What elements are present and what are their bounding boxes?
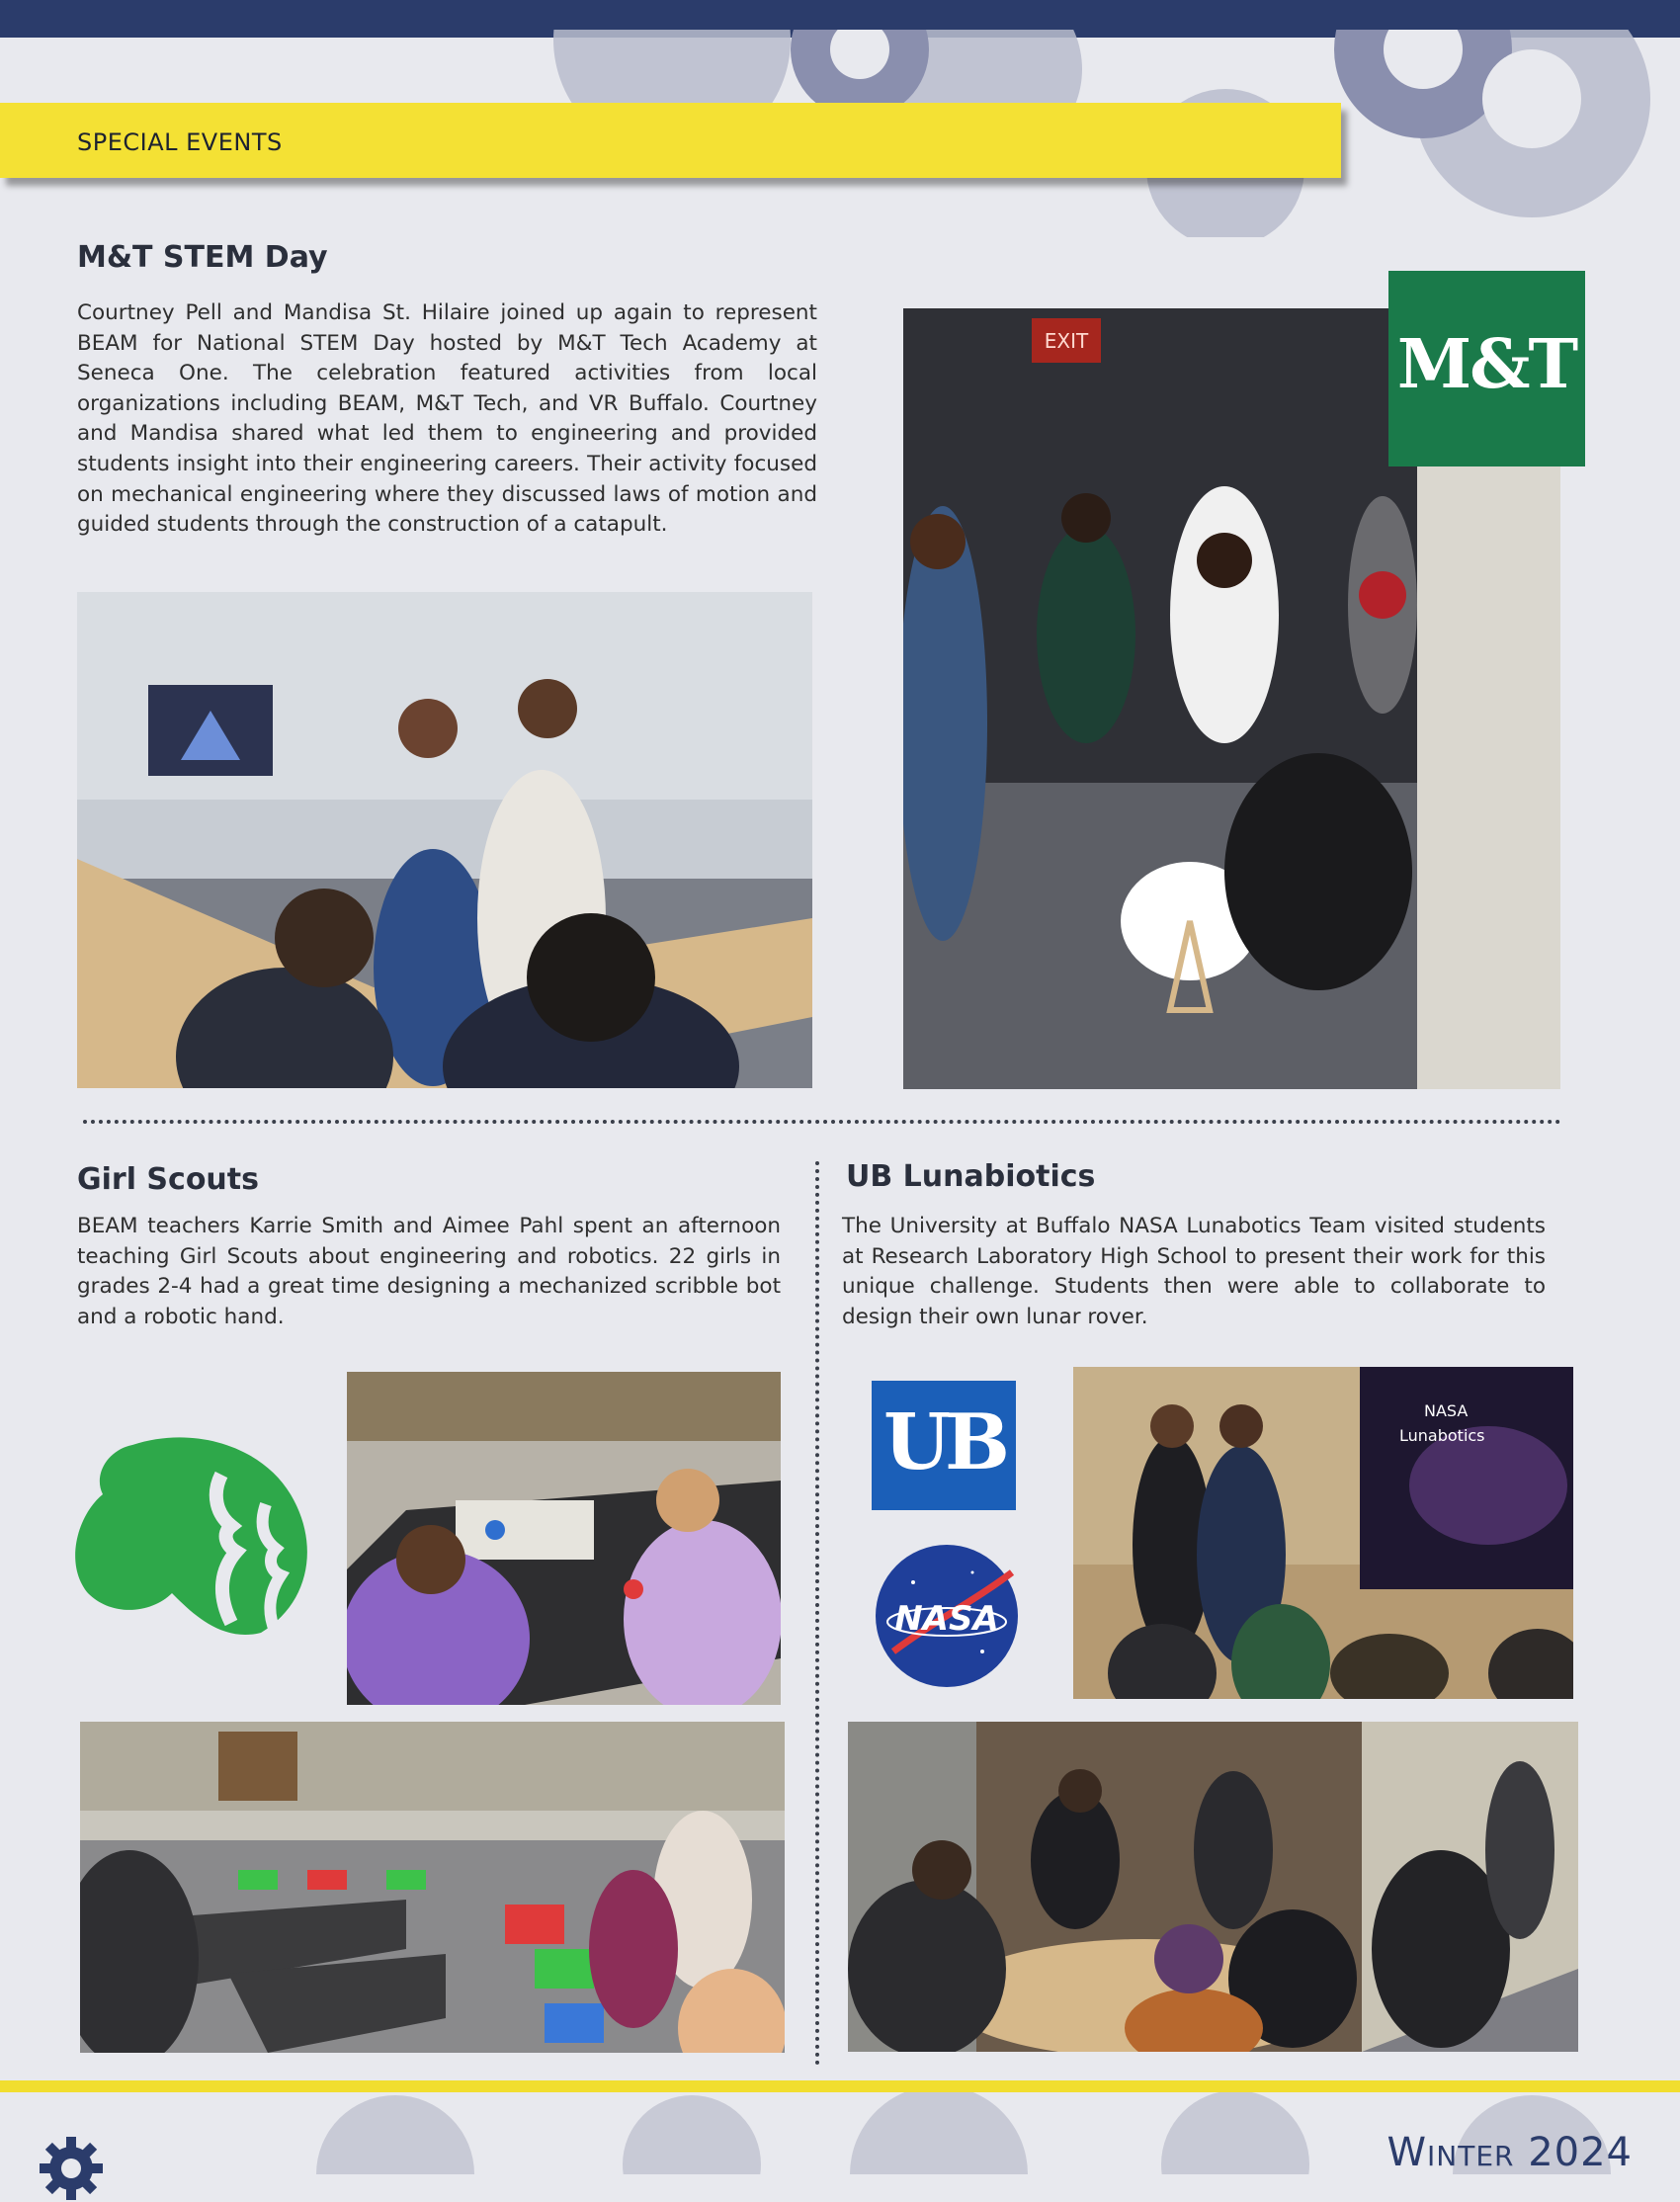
footer-year: 2024	[1528, 2130, 1633, 2175]
girl-scouts-table-photo	[347, 1372, 781, 1705]
footer-gear-icon	[38, 2135, 105, 2202]
nasa-logo-text: NASA	[894, 1599, 999, 1639]
footer-issue	[1386, 2130, 1633, 2175]
stem-day-body: Courtney Pell and Mandisa St. Hilaire joined up again to represent BEAM for National STEM Day hosted by M&T Tech Academy at Seneca One. The celebration featured activities from local organizations including BEAM, M&T Tech, and VR Buffalo. Courtney and Mandisa shared what led them to engineering and provided students insight into their engineering careers. Their activity focused on mechanical engineering where they discussed laws of motion and guided students through the construction of a catapult.	[77, 300, 817, 538]
column-divider	[815, 1161, 819, 2066]
lunabiotics-body: The University at Buffalo NASA Lunabotics Team visited students at Research Laboratory High School to present their work for this unique challenge. Students then were able to collaborate to design their own lunar rover.	[842, 1214, 1546, 1329]
footer-rule	[0, 2080, 1680, 2092]
girl-scouts-logo-icon	[73, 1435, 326, 1641]
banner-label: SPECIAL EVENTS	[77, 128, 283, 156]
girl-scouts-classroom-photo	[80, 1722, 785, 2053]
section-divider	[83, 1120, 1561, 1124]
ub-logo	[872, 1381, 1016, 1510]
mt-bank-logo	[1388, 271, 1585, 466]
nasa-logo-icon	[874, 1543, 1020, 1689]
exit-sign-text: EXIT	[1044, 329, 1089, 353]
girl-scouts-title: Girl Scouts	[77, 1162, 259, 1197]
lunabiotics-title: UB Lunabiotics	[846, 1159, 1096, 1194]
screen-title-2: Lunabotics	[1399, 1426, 1485, 1445]
mt-logo-text: M&T	[1396, 325, 1577, 404]
footer-season: Winter	[1386, 2130, 1515, 2175]
lunabiotics-collaboration-photo	[848, 1722, 1578, 2052]
stem-day-classroom-photo	[77, 592, 812, 1088]
lunabiotics-presentation-photo	[1073, 1367, 1573, 1699]
girl-scouts-body: BEAM teachers Karrie Smith and Aimee Pahl spent an afternoon teaching Girl Scouts about engineering and robotics. 22 girls in grades 2-4 had a great time designing a mechanized scribble bot and a robotic hand.	[77, 1214, 781, 1329]
stem-day-title: M&T STEM Day	[77, 240, 328, 275]
ub-logo-text: UB	[883, 1397, 1004, 1487]
screen-title-1: NASA	[1424, 1401, 1469, 1420]
